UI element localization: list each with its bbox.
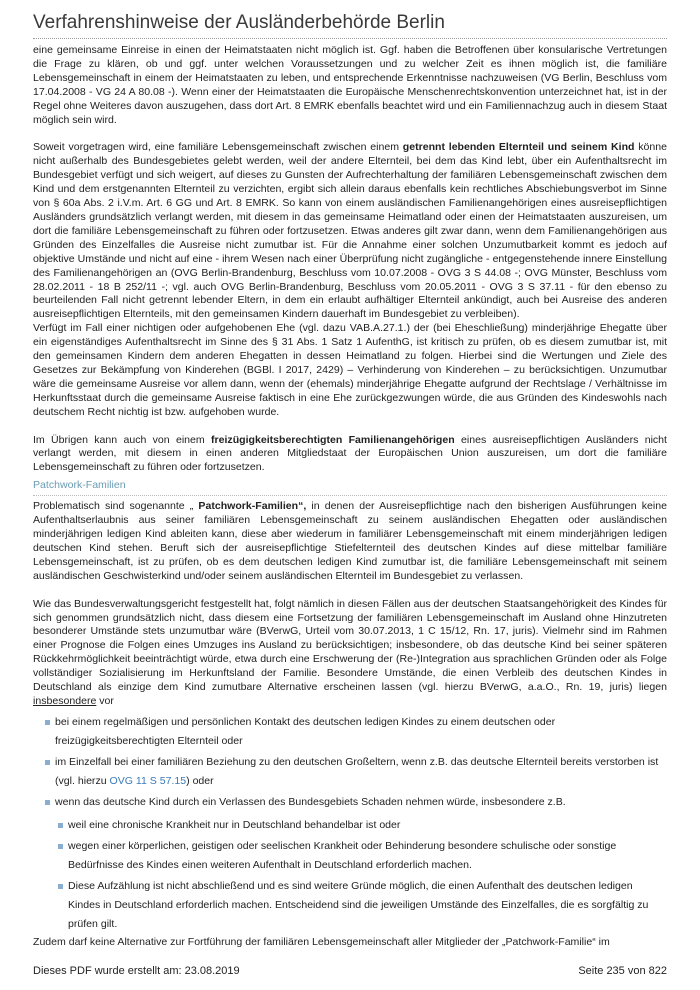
- paragraph: Problematisch sind sogenannte „ Patchwork-Familien“, in denen der Ausreisepflichtige nach den bisherigen Ausführungen keine Aufenthaltserlaubnis aus seiner familiären Lebensgemeinschaft zu seinem ausländischen Ehegatten oder ausländischen minderjährigen ledigen Kind ableiten kann, diese aber wiederum in familiärer Lebensgemeinschaft mit einem minderjährigen ledigen deutschen Kind stehen. Beruft sich der ausreisepflichtige Stiefelternteil des deutschen Kindes auf diese mittelbar familiäre Lebensgemeinschaft, ist zu prüfen, ob es dem deutschen ledigen Kind zumutbar ist, die familiäre Lebensgemeinschaft mit seinem ausländischen Geschwisterkind und/oder seinem ausländischen Elternteil im Bundesgebiet zu verlassen.: [33, 500, 667, 582]
- underlined-text: insbesondere: [33, 694, 97, 707]
- paragraph: Soweit vorgetragen wird, eine familiäre Lebensgemeinschaft zwischen einem getrennt lebenden Elternteil und seinem Kind könne nicht außerhalb des Bundesgebietes gelebt werden, weil der andere Elternteil, bei dem das Kind lebt, über ein Aufenthaltsrecht im Bundesgebiet verfügt und sich weigert, auf dieses zu Gunsten der Aufrechterhaltung der familiären Lebensgemeinschaft zwischen dem Kind und dem erstgenannten Elternteil zu verzichten, ergibt sich allein daraus ebenfalls kein rechtliches Abschiebungsverbot im Sinne von § 60a Abs. 2 i.V.m. Art. 6 GG und Art. 8 EMRK. So kann von einem ausländischen Familienangehörigen eines ausreisepflichtigen Ausländers grundsätzlich verlangt werden, mit diesem in das gemeinsame Heimatland oder einen der Heimatstaaten auszureisen, um dort die familiäre Lebensgemeinschaft zu führen oder fortzusetzen. Etwas anderes gilt zwar dann, wenn dem Familienangehörigen aus Gründen des Einzelfalles die Ausreise nicht zumutbar ist. Für die Annahme einer solchen Unzumutbarkeit kommt es jedoch auf objektive Umstände und nicht auf eine - ihrem Wesen nach einer Überprüfung nicht zugängliche - entgegenstehende innere Einstellung des Familienangehörigen an (OVG Berlin-Brandenburg, Beschluss vom 10.07.2008 - OVG 3 S 44.08 -; OVG Münster, Beschluss vom 28.02.2011 - 18 B 252/11 -; vgl. auch OVG Berlin-Brandenburg, Beschluss vom 20.05.2011 - OVG 3 S 37.11 - für den ebenso zu beurteilenden Fall nicht getrennt lebender Eltern, in dem ein erlaubt aufhältiger Elternteil ankündigt, auch bei Ausreise des anderen ausreisepflichtigen Elternteils, mit den gemeinsamen Kindern dauerhaft im Bundesgebiet zu verbleiben).: [33, 141, 667, 321]
- footer: [33, 965, 667, 977]
- bold-text: freizügigkeitsberechtigten Familienangehörigen: [211, 433, 455, 446]
- bullet-list: [33, 713, 667, 812]
- paragraph: Im Übrigen kann auch von einem freizügigkeitsberechtigten Familienangehörigen eines ausreisepflichtigen Ausländers nicht verlangt werden, mit diesem in einen anderen Mitgliedstaat der Europäischen Union auszureisen, um dort die familiäre Lebensgemeinschaft zu führen oder fortzusetzen.: [33, 433, 667, 474]
- list-item: bei einem regelmäßigen und persönlichen Kontakt des deutschen ledigen Kindes zu einem deutschen oder freizügigkeitsberechtigten Elternteil oder: [45, 713, 667, 751]
- page-number: Seite 235 von 822: [578, 965, 667, 977]
- bold-text: Patchwork-Familien“,: [193, 500, 307, 513]
- page: [33, 0, 667, 950]
- list-item: wenn das deutsche Kind durch ein Verlassen des Bundesgebiets Schaden nehmen würde, insbesondere z.B.: [45, 793, 667, 812]
- bold-text: getrennt lebenden Elternteil und seinem Kind: [402, 141, 635, 154]
- section-heading: Patchwork-Familien: [33, 479, 667, 496]
- list-item: Diese Aufzählung ist nicht abschließend und es sind weitere Gründe möglich, die einen Aufenthalt des deutschen ledigen Kindes in Deutschland erforderlich machen. Entscheidend sind die jeweiligen Umstände des Einzelfalles, die es sorgfältig zu prüfen gilt.: [58, 877, 667, 934]
- list-item: wegen einer körperlichen, geistigen oder seelischen Krankheit oder Behinderung besondere schulische oder sonstige Bedürfnisse des Kindes einen weiteren Aufenthalt in Deutschland erforderlich machen.: [58, 837, 667, 875]
- paragraph: Wie das Bundesverwaltungsgericht festgestellt hat, folgt nämlich in diesen Fällen aus der deutschen Staatsangehörigkeit des Kindes für sich genommen grundsätzlich nicht, dass diesem eine Fortsetzung der familiären Lebensgemeinschaft im Ausland ohne Hinzutreten besonderer Umstände stets unzumutbar wäre (BVerwG, Urteil vom 30.07.2013, 1 C 15/12, Rn. 17, juris). Vielmehr sind im Rahmen einer Prognose die Folgen eines Umzuges ins Ausland zu berücksichtigen; insbesondere, ob das deutsche Kind bei seiner späteren Rückkehrmöglichkeit beeinträchtigt würde, etwa durch eine Erschwerung der (Re-)Integration aus sprachlichen Gründen oder als Folge vollständiger Sozialisierung im Herkunftsland der Familie. Besondere Umstände, die einen Verbleib des deutschen Kindes in Deutschland als einzige dem Kind zumutbare Alternative erscheinen lassen (vgl. hierzu BVerwG, a.a.O., Rn. 19, juris) liegen insbesondere vor: [33, 597, 667, 707]
- paragraph: Zudem darf keine Alternative zur Fortführung der familiären Lebensgemeinschaft aller Mitglieder der „Patchwork-Familie“ im: [33, 935, 610, 948]
- page-title: Verfahrenshinweise der Ausländerbehörde Berlin: [33, 12, 667, 39]
- paragraph: Verfügt im Fall einer nichtigen oder aufgehobenen Ehe (vgl. dazu VAB.A.27.1.) der (bei Eheschließung) minderjährige Ehegatte über ein eigenständiges Aufenthaltsrecht im Sinne des § 31 Abs. 1 Satz 1 AufenthG, ist kritisch zu prüfen, ob es diesem zumutbar ist, mit den gemeinsamen Kindern dem anderen Ehegatten in dessen Heimatland zu folgen. Hierbei sind die Wertungen und Ziele des Gesetzes zur Bekämpfung von Kinderehen (BGBl. I 2017, 2429) – Verhinderung von Kinderehen – zu berücksichtigen. Unzumutbar wäre die gemeinsame Ausreise vor allem dann, wenn der (ehemals) minderjährige Ehegatte aufgrund der Rechtslage / Verhältnisse im Herkunftsstaat durch die gemeinsame Ausreise faktisch in eine Ehe zurückgezwungen würde, die aus Gründen des Kindeswohls nach deutschem Recht nichtig ist bzw. aufgehoben wurde.: [33, 322, 667, 418]
- sub-bullet-list: [33, 816, 667, 934]
- court-ref-link[interactable]: OVG 11 S 57.15: [109, 774, 187, 787]
- pdf-created-date: Dieses PDF wurde erstellt am: 23.08.2019: [33, 965, 240, 977]
- list-item: im Einzelfall bei einer familiären Beziehung zu den deutschen Großeltern, wenn z.B. das deutsche Elternteil bereits verstorben ist (vgl. hierzu OVG 11 S 57.15) oder: [45, 753, 667, 791]
- document-body: [33, 44, 667, 950]
- list-item: weil eine chronische Krankheit nur in Deutschland behandelbar ist oder: [58, 816, 667, 835]
- paragraph: eine gemeinsame Einreise in einen der Heimatstaaten nicht möglich ist. Ggf. haben die Betroffenen über konsularische Vertretungen die Frage zu klären, ob und ggf. unter welchen Voraussetzungen und zu welcher Zeit es ihnen möglich ist, die familiäre Lebensgemeinschaft in einem der Heimatstaaten zu leben, und entsprechende Erkenntnisse nachzuweisen (VG Berlin, Beschluss vom 17.04.2008 - VG 24 A 80.08 -). Wenn einer der Heimatstaaten die Europäische Menschenrechtskonvention unterzeichnet hat, ist in der Regel ohne Weiteres davon auszugehen, dass dort Art. 8 EMRK ebenfalls beachtet wird und ein Familiennachzug auch in diesem Staat möglich sein wird.: [33, 44, 667, 126]
